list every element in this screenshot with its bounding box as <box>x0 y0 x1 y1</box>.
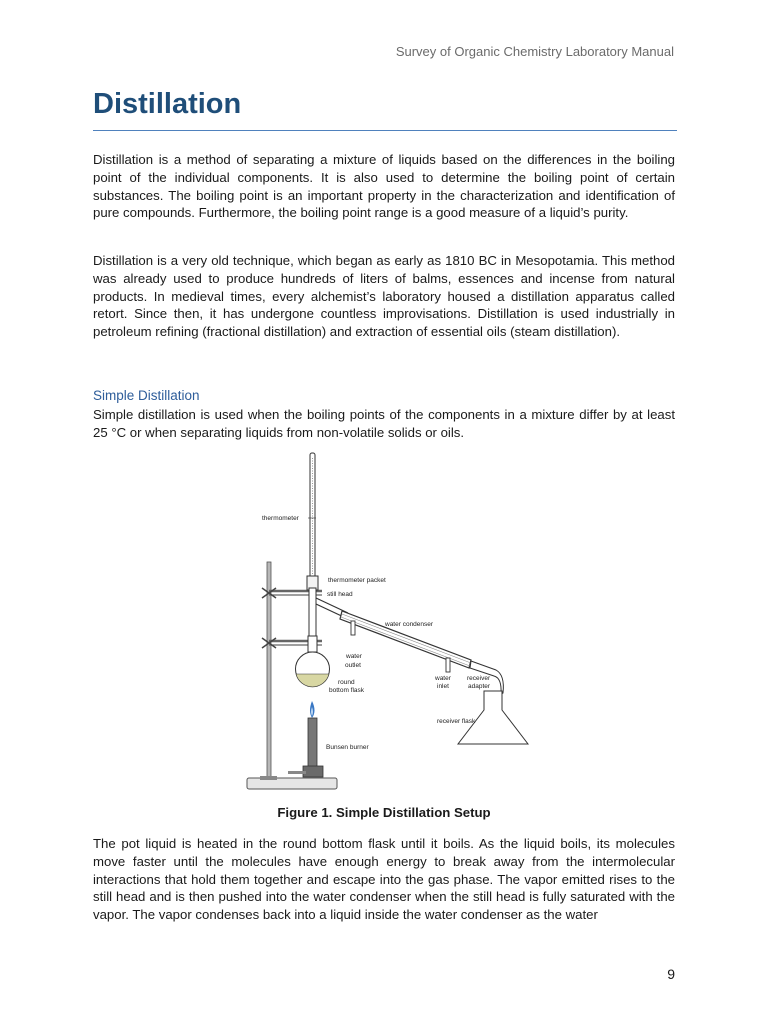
label-receiver-adapter-2: adapter <box>468 683 491 690</box>
paragraph-process: The pot liquid is heated in the round bottom flask until it boils. As the liquid boils, its molecules move faster until the molecules have enough energy to break away from the intermolecular interactions that hold them together and escape into the gas phase. The vapor emitted rises to the still head and is then pushed into the water condenser when the still head is fully saturated with the vapor. The vapor condenses back into a liquid inside the water condenser as the water <box>93 836 675 923</box>
label-water-inlet-1: water <box>435 675 451 682</box>
label-water-outlet-1: water <box>346 653 362 660</box>
label-receiver-flask: receiver flask <box>437 718 476 725</box>
label-round-flask-1: round <box>338 679 355 686</box>
stand-foot <box>260 776 277 780</box>
label-round-flask-2: bottom flask <box>329 687 365 694</box>
distillation-setup-figure <box>230 448 530 796</box>
label-bunsen-burner: Bunsen burner <box>326 744 369 751</box>
label-still-head: still head <box>327 591 353 598</box>
water-condenser <box>316 598 471 672</box>
still-head <box>309 588 316 638</box>
flask-neck <box>308 636 317 652</box>
page-number: 9 <box>667 966 675 982</box>
running-header: Survey of Organic Chemistry Laboratory Manual <box>395 44 674 59</box>
label-thermometer: thermometer <box>262 515 299 522</box>
flask-liquid <box>296 674 329 687</box>
label-receiver-adapter-1: receiver <box>467 675 491 682</box>
label-water-outlet-2: outlet <box>345 662 361 669</box>
label-thermometer-packet: thermometer packet <box>328 577 386 584</box>
figure-caption: Figure 1. Simple Distillation Setup <box>277 805 491 820</box>
distillation-diagram <box>230 448 530 796</box>
paragraph-simple-distillation: Simple distillation is used when the boiling points of the components in a mixture differ by at least 25 °C or when separating liquids from non-volatile solids or oils. <box>93 407 675 440</box>
section-heading-simple-distillation: Simple Distillation <box>93 388 200 403</box>
paragraph-intro: Distillation is a method of separating a mixture of liquids based on the differences in the boiling point of the individual components. It is also used to determine the boiling point of certain substances. The boiling point is an important property in the characterization and identification of pure compounds. Furthermore, the boiling point range is a good measure of a liquid’s purity. <box>93 152 675 221</box>
gas-inlet <box>288 771 306 774</box>
page-title: Distillation <box>93 88 242 120</box>
label-water-inlet-2: inlet <box>437 683 449 690</box>
bunsen-burner <box>308 718 317 768</box>
label-water-condenser: water condenser <box>385 621 434 628</box>
title-rule <box>93 130 677 131</box>
paragraph-history: Distillation is a very old technique, which began as early as 1810 BC in Mesopotamia. This method was already used to produce hundreds of liters of balms, essences and incense from natural products. In medieval times, every alchemist’s laboratory housed a distillation apparatus called retort. Since then, it has undergone countless improvisations. Distillation is used industrially in petroleum refining (fractional distillation) and extraction of essential oils (steam distillation). <box>93 253 675 340</box>
